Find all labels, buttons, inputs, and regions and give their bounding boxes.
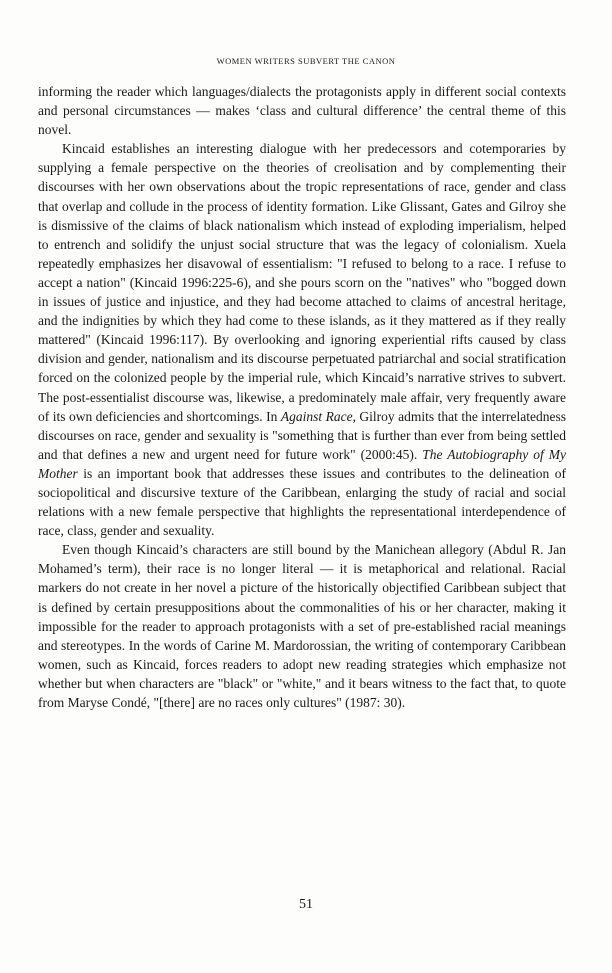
page-number: 51 [299,897,313,912]
paragraph-2-text-b: Gilroy admits that the interrelatedness discourses on race, gender and sexuality is "something that is further than ever from being settled and that defines a new and urgent need for future work" (2000:45). [38,408,566,462]
book-title-autobiography: The Autobiography of My Mother [38,446,566,481]
paragraph-3: Even though Kincaid’s characters are still bound by the Manichean allegory (Abdul R. Jan Mohamed’s term), their race is no longer literal — it is metaphorical and relational. Racial markers do not create in her novel a picture of the historically objectified Caribbean subject that is defined by certain presuppositions about the commonalities of his or her character, making it impossible for the reader to approach protagonists with a set of pre-established racial meanings and stereotypes. In the words of Carine M. Mardorossian, the writing of contemporary Caribbean women, such as Kincaid, forces readers to adopt new reading strategies which emphasize not whether but when characters are "black" or "white," and it bears witness to the fact that, to quote from Maryse Condé, "[there] are no races only cultures" (1987: 30). [38,542,566,710]
body-text [38,82,566,712]
paragraph-1: informing the reader which languages/dialects the protagonists apply in different social contexts and personal circumstances — makes ‘class and cultural difference’ the central theme of this novel. [38,84,566,138]
paragraph-2-text-a: Kincaid establishes an interesting dialogue with her predecessors and cotemporaries by supplying a female perspective on the theories of creolisation and by complementing their discourses with her own observations about the tropic representations of race, gender and class that overlap and collude in the process of identity formation. Like Glissant, Gates and Gilroy she is dismissive of the claims of black nationalism which instead of exploding imperialism, helped to entrench and solidify the unjust social structure that was the legacy of colonialism. Xuela repeatedly emphasizes her disavowal of essentialism: "I refused to belong to a race. I refuse to accept a nation" (Kincaid 1996:225-6), and she pours scorn on the "natives" who "bogged down in issues of justice and injustice, and they had become attached to claims of ancestral heritage, and the indignities by which they had come to these islands, as it they mattered as if they really mattered" (Kincaid 1996:117). By overlooking and ignoring experiential rifts caused by class division and gender, nationalism and its discourse perpetuated patriarchal and social stratification forced on the colonized people by the imperial rule, which Kincaid’s narrative strives to subvert. The post-essentialist discourse was, likewise, a predominately male affair, very frequently aware of its own deficiencies and shortcomings. In [38,141,566,424]
book-title-against-race: Against Race, [280,408,356,424]
running-head: WOMEN WRITERS SUBVERT THE CANON [216,56,396,66]
paragraph-2-text-c: is an important book that addresses these issues and contributes to the delineation of sociopolitical and discursive texture of the Caribbean, enlarging the study of racial and social relations with a new female perspective that highlights the representational interdependence of race, class, gender and sexuality. [38,465,566,539]
paragraph-2 [38,139,566,540]
